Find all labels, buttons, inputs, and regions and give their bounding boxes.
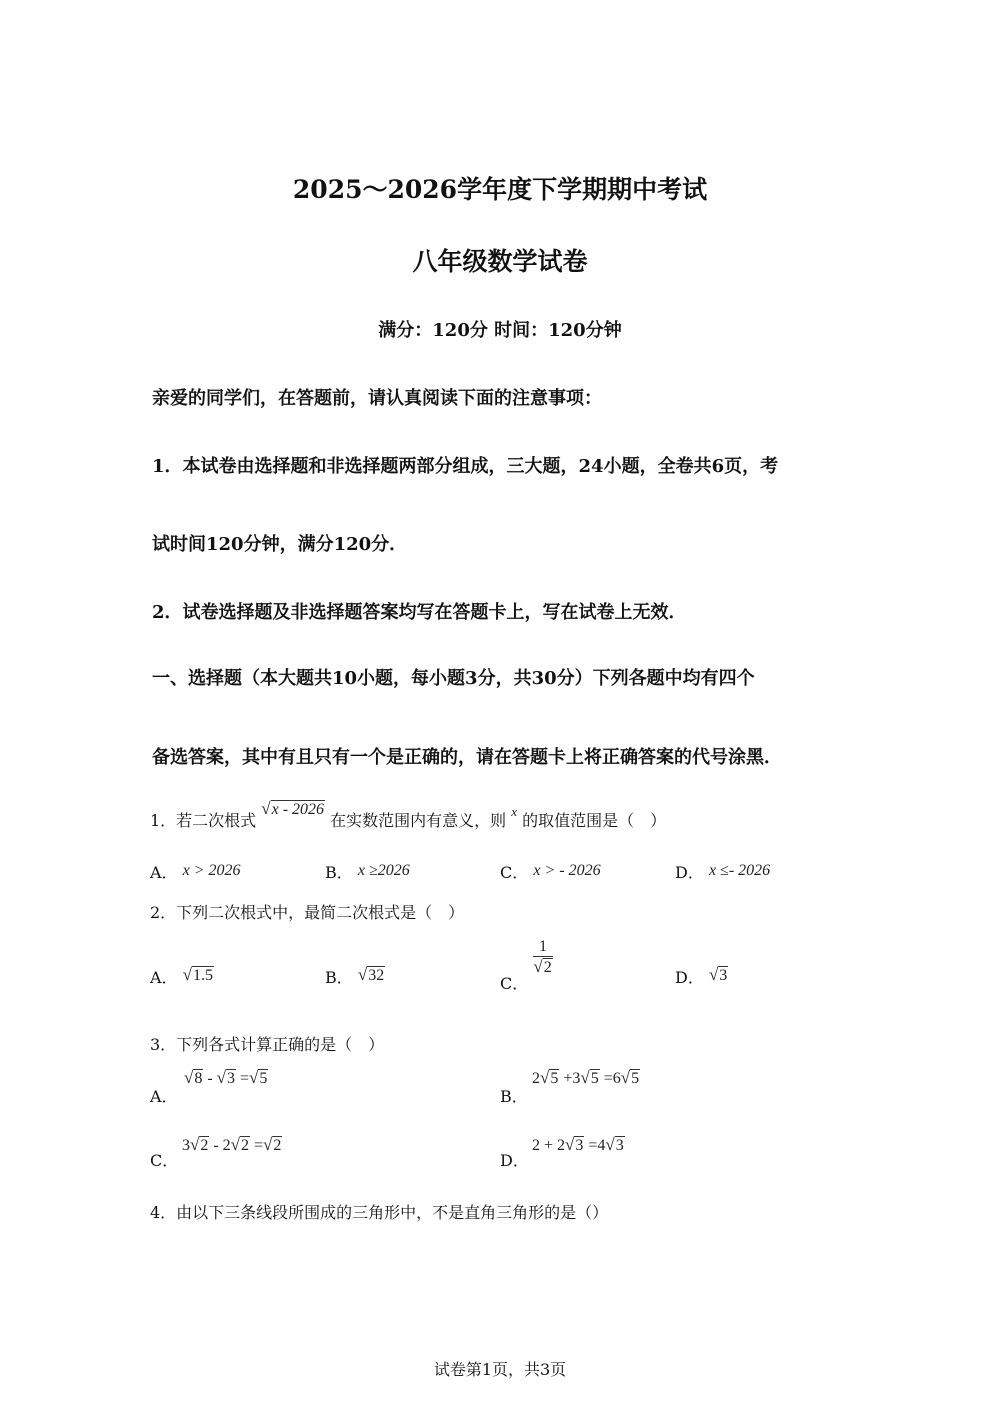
q2-option-a[interactable]: A． √1.5 bbox=[150, 965, 213, 987]
q1-option-a-expr: x > 2026 bbox=[182, 862, 241, 879]
q1-option-d-label: D． bbox=[675, 863, 704, 882]
q2-option-c-fraction: $\frac{1}{√2}$ bbox=[533, 938, 552, 976]
q2-option-b-radicand: 32 bbox=[368, 967, 385, 984]
q2-option-d[interactable]: D． √3 bbox=[675, 965, 728, 987]
exam-meta: 满分：120分 时间：120分钟 bbox=[378, 320, 622, 341]
q2-option-d-label: D． bbox=[675, 968, 704, 987]
q1-option-b-expr: x ≥2026 bbox=[357, 862, 410, 879]
q2-option-c-label: C． bbox=[500, 974, 529, 993]
q3-option-b-expr: 2√5 +3√5 =6√5 bbox=[532, 1068, 640, 1087]
section-1-heading-line-1: 一、选择题（本大题共10小题，每小题3分，共30分）下列各题中均有四个 bbox=[152, 668, 755, 689]
q3-option-c-expr: 3√2 - 2√2 =√2 bbox=[182, 1135, 282, 1154]
q3-option-c-label[interactable]: C． bbox=[150, 1151, 179, 1170]
q3-option-d-label[interactable]: D． bbox=[500, 1151, 529, 1170]
q2-option-c-numerator: 1 bbox=[533, 938, 552, 957]
q2-option-a-label: A． bbox=[150, 968, 178, 987]
q1-option-d[interactable] bbox=[675, 860, 770, 883]
question-1-prefix: 1．若二次根式 bbox=[150, 811, 257, 830]
q3-option-b-label[interactable]: B． bbox=[500, 1087, 528, 1106]
q1-option-c-label: C． bbox=[500, 863, 529, 882]
question-4: 4．由以下三条线段所围成的三角形中，不是直角三角形的是（） bbox=[150, 1203, 609, 1222]
notice-item-2: 2．试卷选择题及非选择题答案均写在答题卡上，写在试卷上无效． bbox=[152, 602, 687, 623]
question-1-var: x bbox=[511, 804, 518, 819]
exam-subtitle: 八年级数学试卷 bbox=[412, 247, 588, 276]
q1-option-c-expr: x > - 2026 bbox=[533, 862, 601, 879]
notice-item-1-line-2: 试时间120分钟，满分120分． bbox=[152, 534, 408, 555]
q2-option-c[interactable] bbox=[500, 938, 553, 993]
question-1-radical: √x - 2026 bbox=[261, 799, 325, 818]
q2-option-a-radicand: 1.5 bbox=[193, 967, 213, 984]
q1-option-b-label: B． bbox=[325, 863, 353, 882]
page-footer: 试卷第1页，共3页 bbox=[433, 1360, 567, 1379]
q1-option-c[interactable] bbox=[500, 860, 601, 883]
q3-option-d-expr: 2 + 2√3 =4√3 bbox=[532, 1135, 624, 1154]
q1-option-a[interactable] bbox=[150, 860, 241, 883]
q2-option-b[interactable]: B． √32 bbox=[325, 965, 385, 987]
question-1-radicand: x - 2026 bbox=[271, 801, 325, 818]
section-1-heading-line-2: 备选答案，其中有且只有一个是正确的，请在答题卡上将正确答案的代号涂黑． bbox=[152, 747, 782, 768]
question-1-middle: 在实数范围内有意义，则 bbox=[330, 811, 507, 830]
q1-option-a-label: A． bbox=[150, 863, 178, 882]
q2-option-d-radicand: 3 bbox=[719, 967, 728, 984]
notice-intro: 亲爱的同学们，在答题前，请认真阅读下面的注意事项： bbox=[152, 388, 602, 409]
exam-title: 2025～2026学年度下学期期中考试 bbox=[292, 175, 708, 204]
question-1 bbox=[150, 799, 667, 831]
q3-option-a-label[interactable]: A． bbox=[150, 1087, 178, 1106]
question-2: 2．下列二次根式中，最简二次根式是（ ） bbox=[150, 903, 465, 922]
q2-option-b-label: B． bbox=[325, 968, 353, 987]
question-1-suffix: 的取值范围是（ ） bbox=[522, 811, 667, 830]
q2-option-c-radicand: 2 bbox=[543, 959, 552, 976]
q1-option-d-expr: x ≤- 2026 bbox=[708, 862, 771, 879]
q3-option-a-expr: √8 - √3 =√5 bbox=[184, 1068, 268, 1087]
question-3: 3．下列各式计算正确的是（ ） bbox=[150, 1035, 385, 1054]
notice-item-1-line-1: 1．本试卷由选择题和非选择题两部分组成，三大题，24小题，全卷共6页，考 bbox=[152, 456, 779, 477]
q1-option-b[interactable] bbox=[325, 860, 410, 883]
